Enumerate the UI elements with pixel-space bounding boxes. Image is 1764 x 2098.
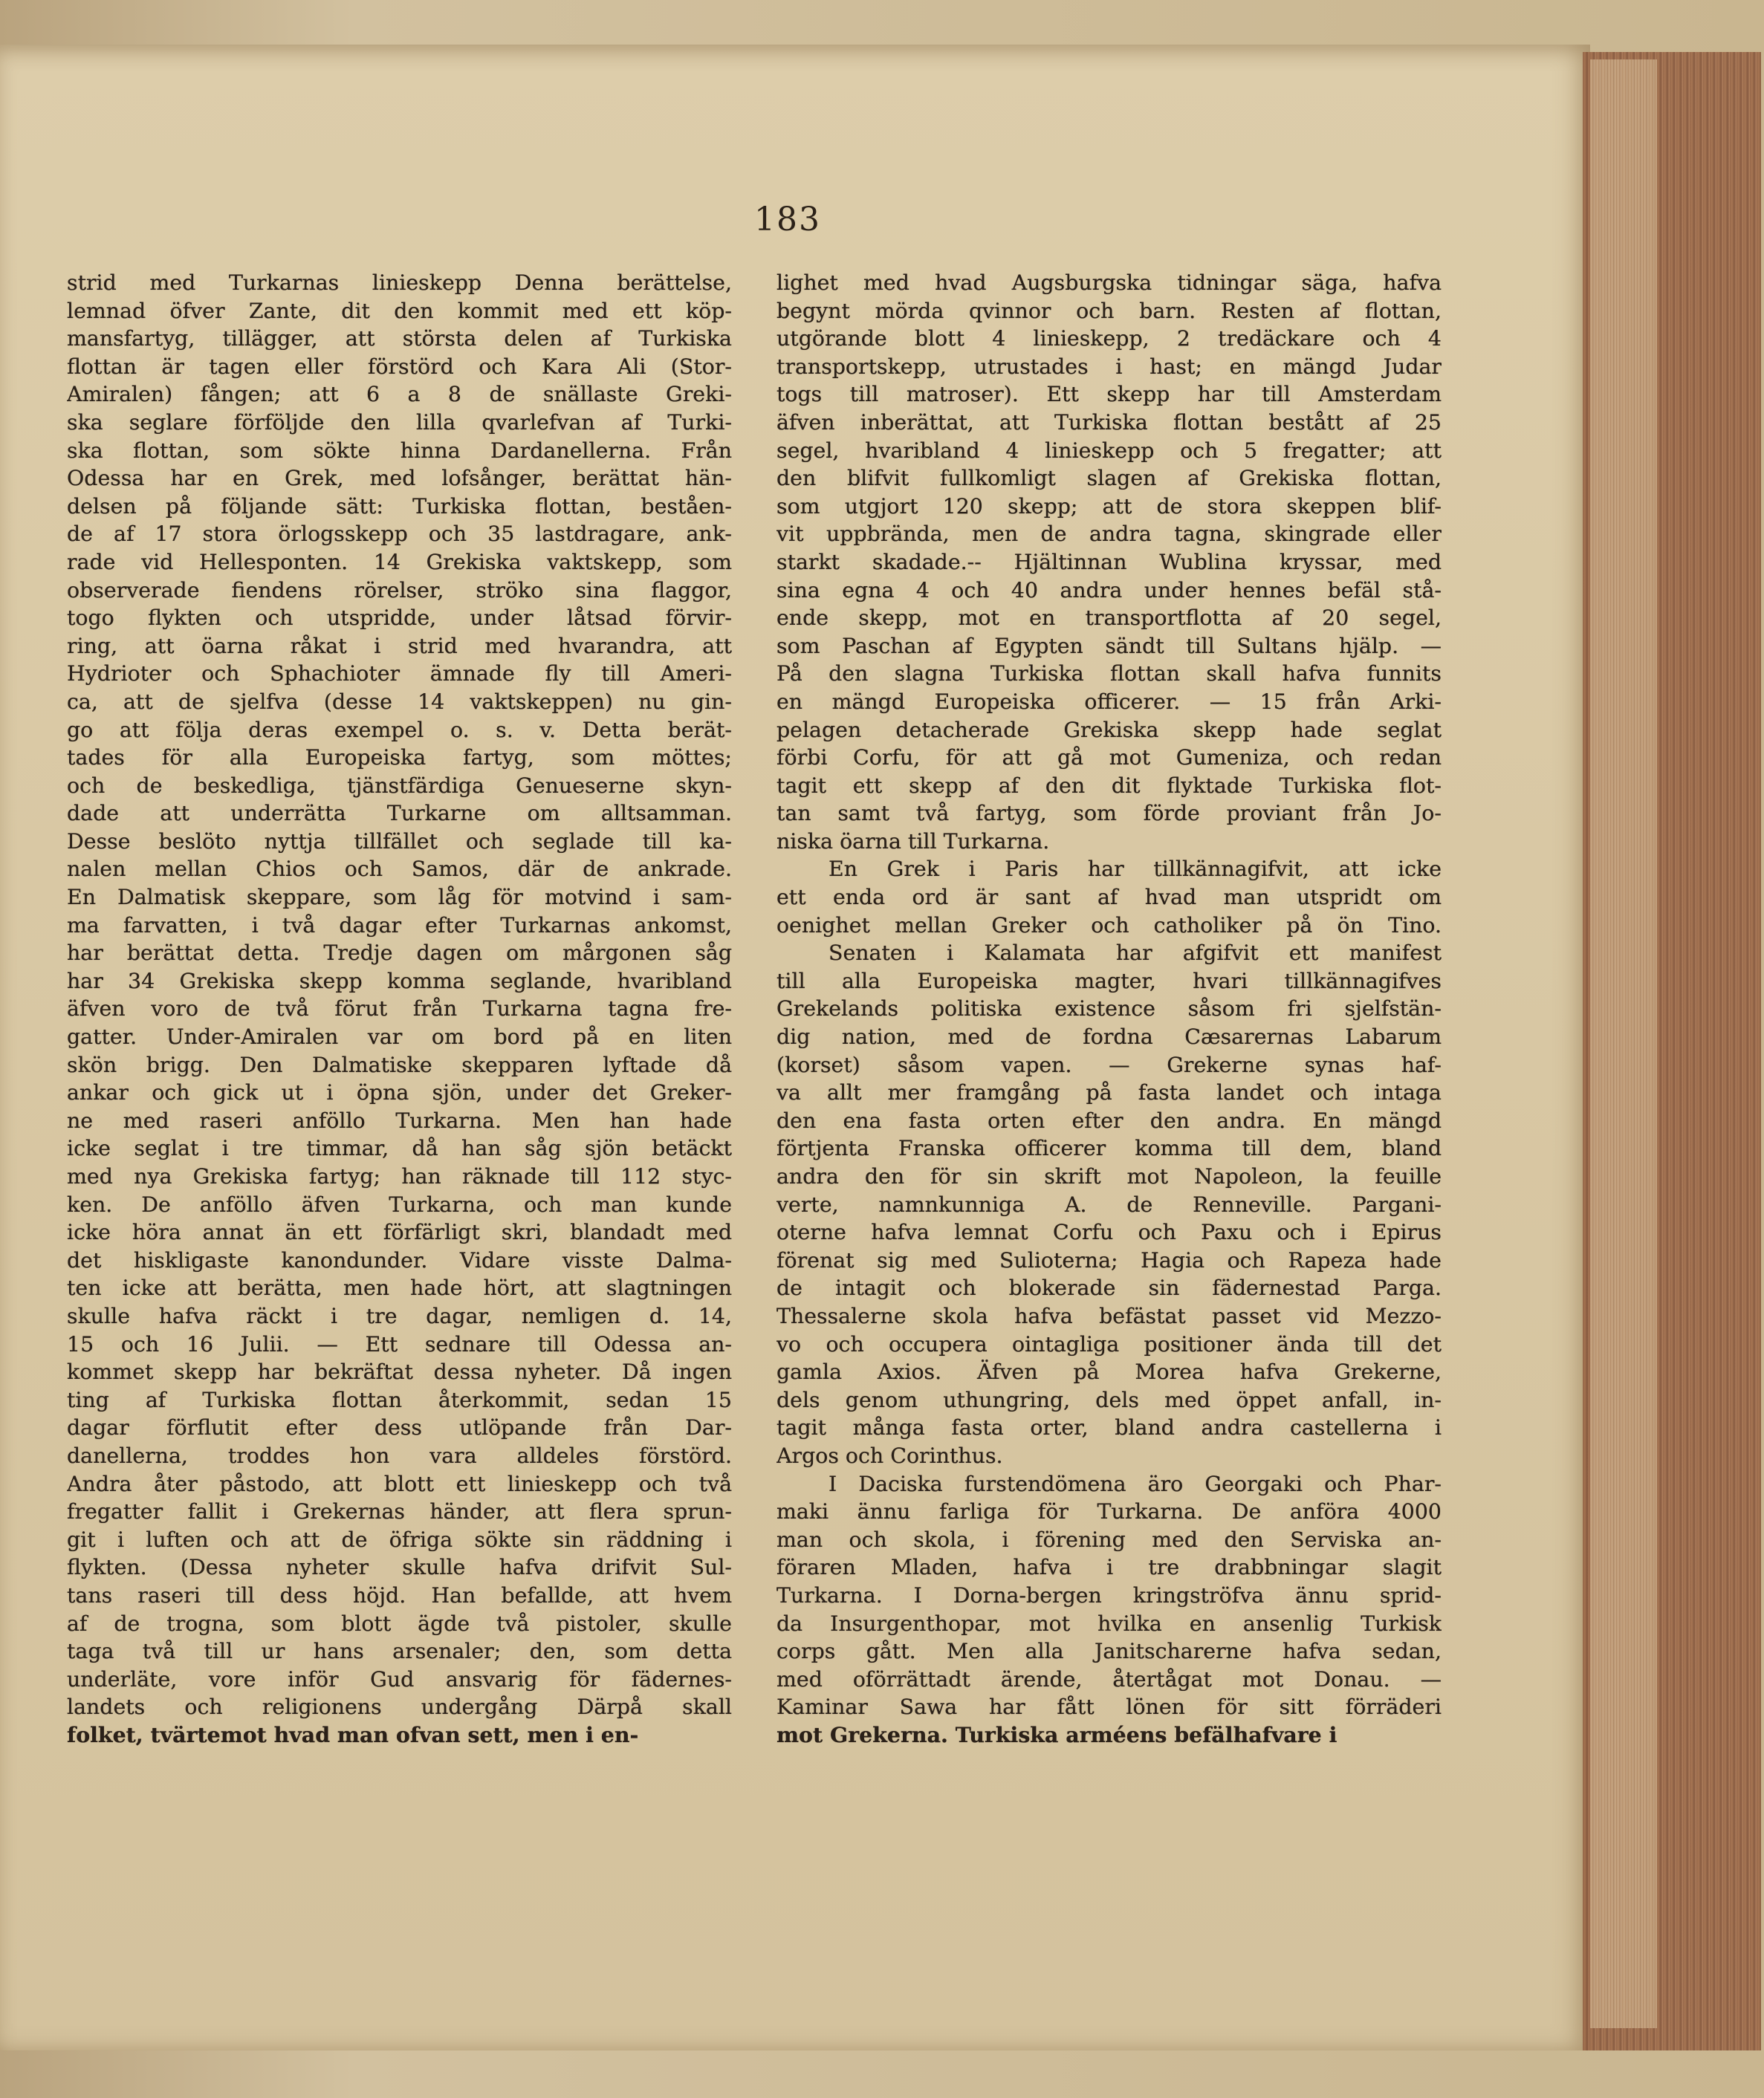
text-line: som utgjort 120 skepp; att de stora skeppen blif-: [776, 493, 1442, 519]
text-line: Argos och Corinthus.: [776, 1443, 1003, 1468]
text-line: lighet med hvad Augsburgska tidningar säga, hafva: [776, 270, 1442, 295]
text-line: har 34 Grekiska skepp komma seglande, hvaribland: [67, 968, 732, 993]
text-line: ring, att öarna råkat i strid med hvarandra, att: [67, 633, 732, 658]
text-line: med oförrättadt ärende, återtågat mot Donau. —: [776, 1666, 1442, 1692]
text-line: maki ännu farliga för Turkarna. De anföra 4000: [776, 1499, 1442, 1524]
text-line: git i luften och att de öfriga sökte sin räddning i: [67, 1527, 732, 1552]
text-line: mot Grekerna. Turkiska arméens befälhafvare i: [776, 1721, 1337, 1747]
text-line: oenighet mellan Greker och catholiker på ön Tino.: [776, 912, 1442, 938]
text-line: sina egna 4 och 40 andra under hennes befäl stå-: [776, 577, 1442, 603]
text-line: ska flottan, som sökte hinna Dardanellerna. Från: [67, 438, 732, 463]
text-line: va allt mer framgång på fasta landet och intaga: [776, 1080, 1442, 1105]
text-line: Grekelands politiska existence såsom fri sjelfstän-: [776, 996, 1442, 1022]
text-line: tans raseri till dess höjd. Han befallde, att hvem: [67, 1582, 732, 1608]
text-line: dig nation, med de fordna Cæsarernas Labarum: [776, 1024, 1442, 1050]
text-line: ting af Turkiska flottan återkommit, sedan 15: [67, 1387, 732, 1412]
text-line: ende skepp, mot en transportflotta af 20 segel,: [776, 605, 1442, 631]
text-line: har berättat detta. Tredje dagen om mårgonen såg: [67, 941, 732, 966]
text-line: landets och religionens undergång Därpå skall: [67, 1695, 732, 1720]
text-line: danellerna, troddes hon vara alldeles förstörd.: [67, 1443, 732, 1468]
text-line: segel, hvaribland 4 linieskepp och 5 fregatter; att: [776, 438, 1442, 463]
text-line: det hiskligaste kanondunder. Vidare visste Dalma-: [67, 1247, 732, 1273]
text-line: äfven voro de två förut från Turkarna tagna fre-: [67, 996, 732, 1022]
text-line: togs till matroser). Ett skepp har till Amsterdam: [776, 382, 1442, 407]
text-line: oterne hafva lemnat Corfu och Paxu och i Epirus: [776, 1220, 1442, 1245]
left-text-column: [67, 269, 732, 1749]
text-line: andra den för sin skrift mot Napoleon, la feuille: [776, 1164, 1442, 1189]
text-line: ken. De anföllo äfven Turkarna, och man kunde: [67, 1192, 732, 1217]
text-line: lemnad öfver Zante, dit den kommit med ett köp-: [67, 298, 732, 323]
text-line: äfven inberättat, att Turkiska flottan bestått af 25: [776, 409, 1442, 435]
text-line: rade vid Hellesponten. 14 Grekiska vaktskepp, som: [67, 549, 732, 574]
text-line: da Insurgenthopar, mot hvilka en ansenlig Turkisk: [776, 1611, 1442, 1636]
text-line: den blifvit fullkomligt slagen af Grekiska flottan,: [776, 466, 1442, 491]
text-line: kommet skepp har bekräftat dessa nyheter. Då ingen: [67, 1360, 732, 1385]
text-line: folket, tvärtemot hvad man ofvan sett, men i en-: [67, 1721, 639, 1747]
text-line: Turkarna. I Dorna-bergen kringströfva ännu sprid-: [776, 1582, 1442, 1608]
text-line: ska seglare förföljde den lilla qvarlefvan af Turki-: [67, 409, 732, 435]
text-line: fregatter fallit i Grekernas händer, att flera sprun-: [67, 1499, 732, 1524]
text-line: Hydrioter och Sphachioter ämnade fly till Ameri-: [67, 661, 732, 686]
text-line: Odessa har en Grek, med lofsånger, berättat hän-: [67, 466, 732, 491]
text-line: taga två till ur hans arsenaler; den, som detta: [67, 1639, 732, 1664]
text-line: I Daciska furstendömena äro Georgaki och Phar-: [829, 1471, 1442, 1496]
text-line: (korset) såsom vapen. — Grekerne synas haf-: [776, 1052, 1442, 1077]
text-line: Amiralen) fången; att 6 a 8 de snällaste Greki-: [67, 382, 732, 407]
text-line: Thessalerne skola hafva befästat passet vid Mezzo-: [776, 1303, 1442, 1328]
text-line: förenat sig med Sulioterna; Hagia och Rapeza hade: [776, 1247, 1442, 1273]
text-line: gamla Axios. Äfven på Morea hafva Grekerne,: [776, 1360, 1442, 1385]
text-line: En Dalmatisk skeppare, som låg för motvind i sam-: [67, 885, 732, 910]
text-line: niska öarna till Turkarna.: [776, 828, 1050, 854]
text-line: förbi Corfu, för att gå mot Gumeniza, och redan: [776, 745, 1442, 770]
text-line: tagit många fasta orter, bland andra castellerna i: [776, 1415, 1442, 1441]
text-line: tagit ett skepp af den dit flyktade Turkiska flot-: [776, 773, 1442, 798]
text-line: de intagit och blokerade sin fädernestad Parga.: [776, 1276, 1442, 1301]
text-line: ten icke att berätta, men hade hört, att slagtningen: [67, 1276, 732, 1301]
text-line: den ena fasta orten efter den andra. En mängd: [776, 1108, 1442, 1133]
text-line: flykten. (Dessa nyheter skulle hafva drifvit Sul-: [67, 1555, 732, 1580]
text-line: mansfartyg, tillägger, att största delen af Turkiska: [67, 326, 732, 351]
page-number: 183: [754, 201, 821, 238]
text-line: utgörande blott 4 linieskepp, 2 tredäckare och 4: [776, 326, 1442, 351]
text-line: de af 17 stora örlogsskepp och 35 lastdragare, ank-: [67, 522, 732, 547]
text-line: nalen mellan Chios och Samos, där de ankrade.: [67, 857, 732, 882]
text-line: icke höra annat än ett förfärligt skri, blandadt med: [67, 1220, 732, 1245]
text-line: En Grek i Paris har tillkännagifvit, att icke: [829, 857, 1442, 882]
text-line: underläte, vore inför Gud ansvarig för fädernes-: [67, 1666, 732, 1692]
text-line: flottan är tagen eller förstörd och Kara Ali (Stor-: [67, 354, 732, 379]
text-line: dels genom uthungring, dels med öppet anfall, in-: [776, 1387, 1442, 1412]
text-line: Senaten i Kalamata har afgifvit ett manifest: [829, 941, 1442, 966]
text-line: ca, att de sjelfva (desse 14 vaktskeppen) nu gin-: [67, 689, 732, 714]
text-line: pelagen detacherade Grekiska skepp hade seglat: [776, 717, 1442, 742]
text-line: dagar förflutit efter dess utlöpande från Dar-: [67, 1415, 732, 1441]
text-line: med nya Grekiska fartyg; han räknade till 112 styc-: [67, 1164, 732, 1189]
text-line: På den slagna Turkiska flottan skall hafva funnits: [776, 661, 1442, 686]
text-line: tan samt två fartyg, som förde proviant från Jo-: [776, 801, 1442, 826]
text-line: Kaminar Sawa har fått lönen för sitt förräderi: [776, 1695, 1442, 1720]
text-line: Desse beslöto nyttja tillfället och seglade till ka-: [67, 828, 732, 854]
text-line: man och skola, i förening med den Serviska an-: [776, 1527, 1442, 1552]
text-line: ankar och gick ut i öpna sjön, under det Greker-: [67, 1080, 732, 1105]
text-line: observerade fiendens rörelser, ströko sina flaggor,: [67, 577, 732, 603]
text-line: delsen på följande sätt: Turkiska flottan, beståen-: [67, 493, 732, 519]
text-line: go att följa deras exempel o. s. v. Detta berät-: [67, 717, 732, 742]
text-line: till alla Europeiska magter, hvari tillkännagifves: [776, 968, 1442, 993]
text-line: en mängd Europeiska officerer. — 15 från Arki-: [776, 689, 1442, 714]
text-line: Andra åter påstodo, att blott ett linieskepp och två: [67, 1471, 732, 1496]
text-line: transportskepp, utrustades i hast; en mängd Judar: [776, 354, 1442, 379]
text-line: som Paschan af Egypten sändt till Sultans hjälp. —: [776, 633, 1442, 658]
page-edges-inner: [1590, 59, 1657, 2028]
text-line: föraren Mladen, hafva i tre drabbningar slagit: [776, 1555, 1442, 1580]
text-line: ett enda ord är sant af hvad man utspridt om: [776, 885, 1442, 910]
text-line: skulle hafva räckt i tre dagar, nemligen d. 14,: [67, 1303, 732, 1328]
text-line: tades för alla Europeiska fartyg, som möttes;: [67, 745, 732, 770]
text-line: af de trogna, som blott ägde två pistoler, skulle: [67, 1611, 732, 1636]
text-line: strid med Turkarnas linieskepp Denna berättelse,: [67, 270, 732, 295]
text-line: dade att underrätta Turkarne om alltsamman.: [67, 801, 732, 826]
text-line: corps gått. Men alla Janitscharerne hafva sedan,: [776, 1639, 1442, 1664]
text-line: skön brigg. Den Dalmatiske skepparen lyftade då: [67, 1052, 732, 1077]
text-line: ne med raseri anföllo Turkarna. Men han hade: [67, 1108, 732, 1133]
text-line: ma farvatten, i två dagar efter Turkarnas ankomst,: [67, 912, 732, 938]
text-line: verte, namnkunniga A. de Renneville. Pargani-: [776, 1192, 1442, 1217]
text-line: begynt mörda qvinnor och barn. Resten af flottan,: [776, 298, 1442, 323]
text-line: förtjenta Franska officerer komma till dem, bland: [776, 1136, 1442, 1161]
text-line: och de beskedliga, tjänstfärdiga Genueserne skyn-: [67, 773, 732, 798]
text-line: icke seglat i tre timmar, då han såg sjön betäckt: [67, 1136, 732, 1161]
text-line: gatter. Under-Amiralen var om bord på en liten: [67, 1024, 732, 1050]
right-text-column: [776, 269, 1442, 1749]
text-line: vo och occupera ointagliga positioner ända till det: [776, 1331, 1442, 1357]
text-line: togo flykten och utspridde, under låtsad förvir-: [67, 605, 732, 631]
text-line: vit uppbrända, men de andra tagna, skingrade eller: [776, 522, 1442, 547]
text-line: starkt skadade.-- Hjältinnan Wublina kryssar, med: [776, 549, 1442, 574]
text-line: 15 och 16 Julii. — Ett sednare till Odessa an-: [67, 1331, 732, 1357]
